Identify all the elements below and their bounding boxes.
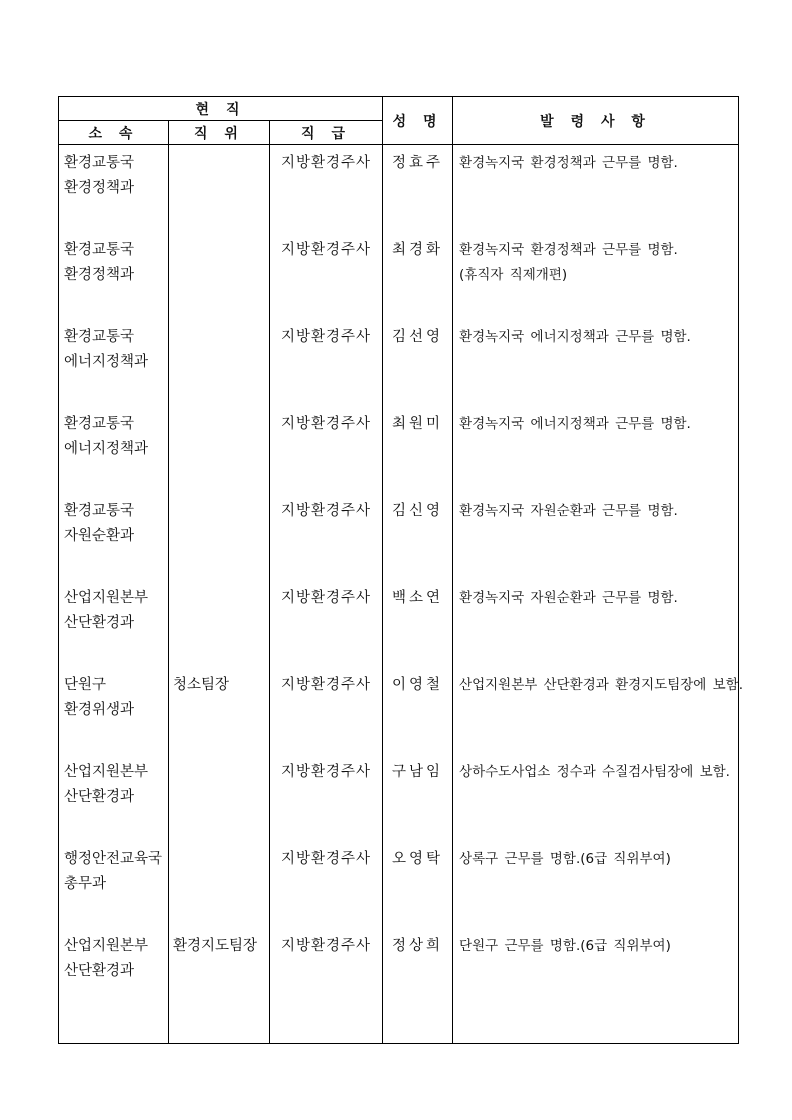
dept-line: 환경교통국: [64, 242, 135, 258]
order-line: 산업지원본부 산단환경과 환경지도팀장에 보함.: [459, 677, 744, 693]
dept-line: 자원순환과: [64, 528, 135, 544]
person-name: 정상희: [392, 938, 444, 954]
order-cell: [453, 580, 739, 667]
name-cell: [383, 319, 453, 406]
grade-cell: [270, 145, 383, 233]
dept-cell: [59, 580, 169, 667]
dept-line: 환경정책과: [64, 180, 135, 196]
grade-text: 지방환경주사: [280, 677, 372, 693]
grade-text: 지방환경주사: [280, 329, 372, 345]
dept-cell: [59, 667, 169, 754]
dept-line: 에너지정책과: [64, 441, 149, 457]
table-row: [59, 145, 739, 233]
name-cell: [383, 754, 453, 841]
table-row: [59, 493, 739, 580]
order-line: 환경녹지국 에너지정책과 근무를 명함.: [459, 416, 691, 432]
dept-line: 환경교통국: [64, 503, 135, 519]
grade-cell: [270, 928, 383, 1044]
order-line: 상록구 근무를 명함.(6급 직위부여): [459, 851, 671, 867]
name-cell: [383, 928, 453, 1044]
dept-cell: [59, 406, 169, 493]
order-cell: [453, 319, 739, 406]
order-cell: [453, 406, 739, 493]
grade-text: 지방환경주사: [280, 155, 372, 171]
dept-line: 단원구: [64, 677, 107, 693]
pos-cell: [169, 841, 270, 928]
grade-cell: [270, 232, 383, 319]
pos-cell: [169, 145, 270, 233]
order-line: 단원구 근무를 명함.(6급 직위부여): [459, 938, 671, 954]
header-name: 성 명: [383, 97, 453, 145]
grade-text: 지방환경주사: [280, 416, 372, 432]
grade-cell: [270, 580, 383, 667]
order-cell: [453, 667, 744, 754]
header-order: 발 령 사 항: [453, 97, 739, 145]
table-row: [59, 928, 739, 1044]
grade-text: 지방환경주사: [280, 851, 372, 867]
header-grade: 직 급: [270, 121, 383, 145]
dept-line: 총무과: [64, 876, 107, 892]
dept-line: 산단환경과: [64, 963, 135, 979]
order-line: 상하수도사업소 정수과 수질검사팀장에 보함.: [459, 764, 730, 780]
table-row: [59, 667, 739, 754]
position-line: 청소팀장: [173, 677, 230, 693]
grade-cell: [270, 754, 383, 841]
table-row: [59, 406, 739, 493]
name-cell: [383, 580, 453, 667]
table-row: [59, 841, 739, 928]
table-row: [59, 580, 739, 667]
dept-line: 환경교통국: [64, 329, 135, 345]
personnel-order-table: [58, 96, 744, 1044]
person-name: 구남임: [392, 764, 444, 780]
pos-cell: [169, 928, 270, 1044]
dept-cell: [59, 493, 169, 580]
dept-line: 산단환경과: [64, 615, 135, 631]
order-cell: [453, 232, 739, 319]
order-cell: [453, 145, 739, 233]
grade-cell: [270, 493, 383, 580]
table-header: [59, 97, 739, 145]
person-name: 정효주: [392, 155, 444, 171]
order-line: 환경녹지국 에너지정책과 근무를 명함.: [459, 329, 691, 345]
dept-line: 환경교통국: [64, 416, 135, 432]
order-cell: [453, 841, 739, 928]
table-row: [59, 754, 739, 841]
dept-line: 행정안전교육국: [64, 851, 163, 867]
pos-cell: [169, 232, 270, 319]
person-name: 김신영: [392, 503, 444, 519]
person-name: 최원미: [392, 416, 444, 432]
dept-line: 환경교통국: [64, 155, 135, 171]
dept-line: 산업지원본부: [64, 764, 149, 780]
order-line: (휴직자 직제개편): [459, 267, 568, 283]
order-cell: [453, 493, 739, 580]
name-cell: [383, 667, 453, 754]
table-row: [59, 232, 739, 319]
dept-cell: [59, 928, 169, 1044]
header-position: 직 위: [169, 121, 270, 145]
grade-cell: [270, 319, 383, 406]
position-line: 환경지도팀장: [173, 938, 258, 954]
header-dept: 소 속: [59, 121, 169, 145]
grade-text: 지방환경주사: [280, 938, 372, 954]
dept-line: 환경정책과: [64, 267, 135, 283]
pos-cell: [169, 319, 270, 406]
order-cell: [453, 754, 739, 841]
dept-cell: [59, 145, 169, 233]
name-cell: [383, 493, 453, 580]
order-line: 환경녹지국 환경정책과 근무를 명함.: [459, 155, 678, 171]
grade-text: 지방환경주사: [280, 503, 372, 519]
table-body: [59, 145, 744, 1044]
pos-cell: [169, 754, 270, 841]
dept-cell: [59, 319, 169, 406]
person-name: 이영철: [392, 677, 444, 693]
name-cell: [383, 406, 453, 493]
dept-line: 에너지정책과: [64, 354, 149, 370]
dept-cell: [59, 841, 169, 928]
person-name: 최경화: [392, 242, 444, 258]
header-current: 현 직: [59, 97, 383, 121]
order-line: 환경녹지국 환경정책과 근무를 명함.: [459, 242, 678, 258]
grade-cell: [270, 841, 383, 928]
grade-cell: [270, 406, 383, 493]
dept-line: 산업지원본부: [64, 590, 149, 606]
person-name: 김선영: [392, 329, 444, 345]
dept-cell: [59, 232, 169, 319]
order-line: 환경녹지국 자원순환과 근무를 명함.: [459, 590, 678, 606]
person-name: 백소연: [392, 590, 444, 606]
grade-text: 지방환경주사: [280, 242, 372, 258]
table-row: [59, 319, 739, 406]
name-cell: [383, 145, 453, 233]
order-line: 환경녹지국 자원순환과 근무를 명함.: [459, 503, 678, 519]
dept-line: 산업지원본부: [64, 938, 149, 954]
grade-cell: [270, 667, 383, 754]
dept-cell: [59, 754, 169, 841]
grade-text: 지방환경주사: [280, 590, 372, 606]
pos-cell: [169, 580, 270, 667]
dept-line: 환경위생과: [64, 702, 135, 718]
grade-text: 지방환경주사: [280, 764, 372, 780]
name-cell: [383, 841, 453, 928]
dept-line: 산단환경과: [64, 789, 135, 805]
pos-cell: [169, 406, 270, 493]
order-cell: [453, 928, 739, 1044]
name-cell: [383, 232, 453, 319]
pos-cell: [169, 493, 270, 580]
pos-cell: [169, 667, 270, 754]
person-name: 오영탁: [392, 851, 444, 867]
